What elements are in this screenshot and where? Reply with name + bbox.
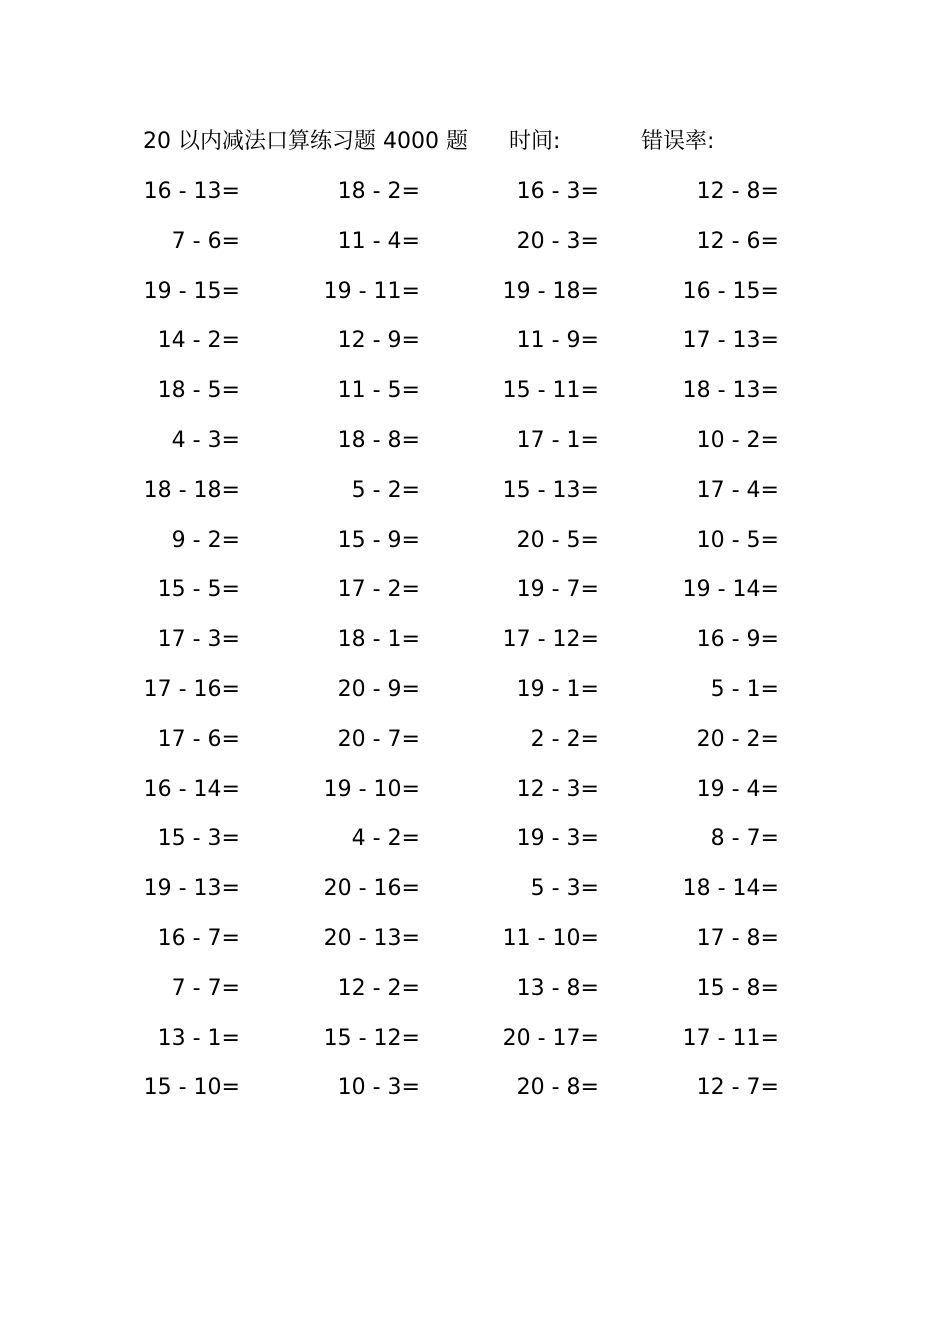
problem-item: 12 - 3= — [516, 776, 599, 802]
problem-item: 12 - 6= — [696, 228, 779, 254]
problem-item: 10 - 5= — [696, 527, 779, 553]
problem-item: 20 - 5= — [516, 527, 599, 553]
problem-item: 4 - 3= — [171, 427, 240, 453]
problem-item: 13 - 8= — [516, 975, 599, 1001]
problem-item: 16 - 9= — [696, 627, 779, 653]
problem-item: 19 - 7= — [516, 577, 599, 603]
problem-item: 16 - 15= — [682, 278, 779, 304]
problem-item: 9 - 2= — [171, 527, 240, 553]
problem-item: 18 - 1= — [337, 627, 420, 653]
problem-item: 12 - 8= — [696, 179, 779, 204]
problem-item: 17 - 11= — [682, 1025, 779, 1051]
problem-row — [143, 620, 823, 670]
problem-row — [143, 272, 823, 322]
problem-row — [143, 371, 823, 421]
problem-item: 20 - 17= — [502, 1025, 599, 1051]
problem-row — [143, 471, 823, 521]
problem-item: 18 - 8= — [337, 427, 420, 453]
problem-item: 5 - 3= — [530, 876, 599, 902]
problem-item: 7 - 7= — [171, 975, 240, 1001]
problem-item: 8 - 7= — [710, 826, 779, 852]
problem-item: 18 - 13= — [682, 378, 779, 404]
problem-row — [143, 1068, 823, 1118]
problem-item: 15 - 12= — [323, 1025, 420, 1051]
error-rate-label: 错误率: — [641, 129, 715, 154]
problem-row — [143, 819, 823, 869]
problem-item: 15 - 13= — [502, 477, 599, 503]
problem-row — [143, 321, 823, 371]
problem-row — [143, 1019, 823, 1069]
problem-item: 20 - 2= — [696, 726, 779, 752]
problem-item: 11 - 9= — [516, 328, 599, 354]
problem-item: 15 - 10= — [143, 1075, 240, 1101]
problem-item: 10 - 3= — [337, 1075, 420, 1101]
problem-item: 17 - 4= — [696, 477, 779, 503]
problem-item: 13 - 1= — [157, 1025, 240, 1051]
problem-row — [143, 570, 823, 620]
problem-item: 19 - 10= — [323, 776, 420, 802]
problem-row — [143, 172, 823, 222]
problem-item: 12 - 7= — [696, 1075, 779, 1101]
problem-row — [143, 969, 823, 1019]
problem-item: 17 - 12= — [502, 627, 599, 653]
problem-item: 17 - 6= — [157, 726, 240, 752]
problem-item: 20 - 8= — [516, 1075, 599, 1101]
problem-item: 11 - 5= — [337, 378, 420, 404]
problem-item: 20 - 16= — [323, 876, 420, 902]
problem-row — [143, 770, 823, 820]
problem-item: 18 - 5= — [157, 378, 240, 404]
problem-item: 15 - 5= — [157, 577, 240, 603]
problem-row — [143, 670, 823, 720]
problem-row — [143, 222, 823, 272]
problem-item: 19 - 3= — [516, 826, 599, 852]
problem-item: 19 - 4= — [696, 776, 779, 802]
problem-item: 17 - 1= — [516, 427, 599, 453]
problem-item: 17 - 13= — [682, 328, 779, 354]
problem-item: 17 - 2= — [337, 577, 420, 603]
problem-item: 18 - 2= — [337, 179, 420, 204]
problem-item: 19 - 15= — [143, 278, 240, 304]
problem-grid — [143, 172, 823, 1118]
problem-row — [143, 720, 823, 770]
problem-item: 5 - 1= — [710, 676, 779, 702]
problem-item: 17 - 16= — [143, 676, 240, 702]
problem-item: 19 - 13= — [143, 876, 240, 902]
problem-item: 15 - 9= — [337, 527, 420, 553]
problem-item: 18 - 14= — [682, 876, 779, 902]
problem-item: 20 - 9= — [337, 676, 420, 702]
problem-row — [143, 919, 823, 969]
problem-row — [143, 869, 823, 919]
problem-item: 16 - 14= — [143, 776, 240, 802]
problem-item: 19 - 14= — [682, 577, 779, 603]
problem-item: 20 - 7= — [337, 726, 420, 752]
problem-item: 14 - 2= — [157, 328, 240, 354]
problem-item: 12 - 2= — [337, 975, 420, 1001]
problem-item: 15 - 11= — [502, 378, 599, 404]
problem-item: 11 - 4= — [337, 228, 420, 254]
problem-item: 2 - 2= — [530, 726, 599, 752]
problem-row — [143, 521, 823, 571]
problem-item: 5 - 2= — [351, 477, 420, 503]
problem-item: 12 - 9= — [337, 328, 420, 354]
problem-row — [143, 421, 823, 471]
problem-item: 17 - 8= — [696, 925, 779, 951]
problem-item: 18 - 18= — [143, 477, 240, 503]
problem-item: 7 - 6= — [171, 228, 240, 254]
problem-item: 17 - 3= — [157, 627, 240, 653]
problem-item: 16 - 7= — [157, 925, 240, 951]
problem-item: 20 - 3= — [516, 228, 599, 254]
problem-item: 4 - 2= — [351, 826, 420, 852]
problem-item: 16 - 13= — [143, 179, 240, 204]
worksheet-header — [143, 124, 843, 160]
problem-item: 11 - 10= — [502, 925, 599, 951]
problem-item: 10 - 2= — [696, 427, 779, 453]
problem-item: 19 - 11= — [323, 278, 420, 304]
problem-item: 15 - 8= — [696, 975, 779, 1001]
worksheet-title: 20 以内减法口算练习题 4000 题 — [143, 129, 468, 154]
problem-item: 19 - 1= — [516, 676, 599, 702]
problem-item: 20 - 13= — [323, 925, 420, 951]
problem-item: 16 - 3= — [516, 179, 599, 204]
problem-item: 19 - 18= — [502, 278, 599, 304]
problem-item: 15 - 3= — [157, 826, 240, 852]
time-label: 时间: — [509, 129, 561, 154]
